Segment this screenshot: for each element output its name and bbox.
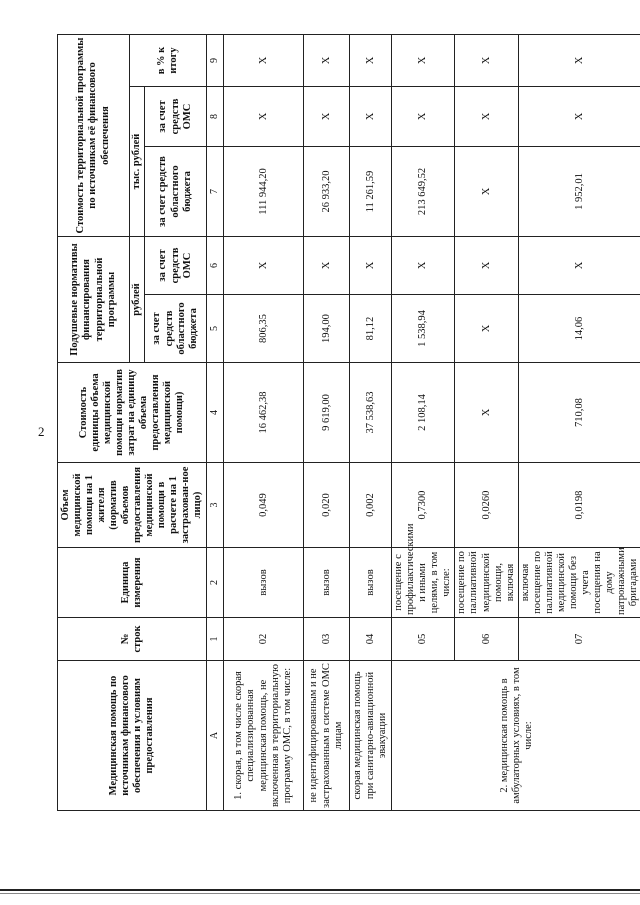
row-description: не идентифицированным и не застрахованным в системе ОМС лицам: [304, 661, 350, 811]
col-number: 9: [207, 34, 224, 86]
col-number: 2: [207, 548, 224, 618]
table-row: [350, 34, 392, 810]
row-percent: X: [455, 34, 518, 86]
col-number: 6: [207, 237, 224, 295]
row-unit-cost: 37 538,63: [350, 363, 392, 463]
row-pc-regional: X: [455, 295, 518, 363]
row-volume: 0,002: [350, 463, 392, 548]
row-volume: 0,0260: [455, 463, 518, 548]
row-pc-regional: 806,35: [224, 295, 304, 363]
row-pc-regional: 1 538,94: [392, 295, 455, 363]
table-row: [304, 34, 350, 810]
row-pc-regional: 194,00: [304, 295, 350, 363]
row-number: 03: [304, 618, 350, 661]
column-number-row: [207, 34, 224, 810]
row-pc-regional: 81,12: [350, 295, 392, 363]
header-per-capita-unit: рублей: [130, 237, 145, 363]
row-unit-cost: X: [455, 363, 518, 463]
row-unit: посещение с профилактическими и иными целями, в том числе:: [392, 548, 455, 618]
header-total-cost: Стоимость территориальной программы по источникам её финансового обеспечения: [58, 34, 130, 236]
row-total-regional: 26 933,20: [304, 147, 350, 237]
col-number: 5: [207, 295, 224, 363]
row-unit-cost: 16 462,38: [224, 363, 304, 463]
row-description: скорая медицинская помощь при санитарно-авиационной эвакуации: [350, 661, 392, 811]
row-percent: X: [304, 34, 350, 86]
header-total-regional: за счет средств областного бюджета: [145, 147, 207, 237]
header-unit: Единица измерения: [58, 548, 207, 618]
row-pc-regional: 14,06: [518, 295, 640, 363]
col-number: А: [207, 661, 224, 811]
header-total-oms: за счет средств ОМС: [145, 87, 207, 147]
header-pc-regional: за счет средств областного бюджета: [145, 295, 207, 363]
row-volume: 0,0198: [518, 463, 640, 548]
bottom-scan-edge: [0, 889, 640, 891]
row-pc-oms: X: [455, 237, 518, 295]
row-total-regional: 11 261,59: [350, 147, 392, 237]
row-total-oms: X: [518, 87, 640, 147]
header-unit-cost: Стоимость единицы объема медицинской помощи норматив затрат на единицу объема предоставления медицинской помощи): [58, 363, 207, 463]
col-number: 1: [207, 618, 224, 661]
header-row-number: № строк: [58, 618, 207, 661]
row-volume: 0,020: [304, 463, 350, 548]
row-unit: включая посещение по паллиативной медицинской помощи без учета посещения на дому патронажными бригадами: [518, 548, 640, 618]
header-total-unit: тыс. рублей: [130, 87, 145, 237]
header-pc-oms: за счет средств ОМС: [145, 237, 207, 295]
row-pc-oms: X: [304, 237, 350, 295]
row-total-oms: X: [392, 87, 455, 147]
row-percent: X: [224, 34, 304, 86]
header-percent: в % к итогу: [130, 34, 207, 86]
row-number: 05: [392, 618, 455, 661]
row-percent: X: [518, 34, 640, 86]
row-pc-oms: X: [224, 237, 304, 295]
row-total-oms: X: [224, 87, 304, 147]
table-row: [224, 34, 304, 810]
row-pc-oms: X: [350, 237, 392, 295]
header-per-capita: Подушевые нормативы финансирования территориальной программы: [58, 237, 130, 363]
row-pc-oms: X: [518, 237, 640, 295]
row-unit: вызов: [224, 548, 304, 618]
row-unit-cost: 2 108,14: [392, 363, 455, 463]
header-col-a: Медицинская помощь по источникам финансового обеспечения и условиям предоставления: [58, 661, 207, 811]
col-number: 4: [207, 363, 224, 463]
row-total-regional: 1 952,01: [518, 147, 640, 237]
row-number: 04: [350, 618, 392, 661]
row-unit: вызов: [350, 548, 392, 618]
row-total-oms: X: [304, 87, 350, 147]
rotated-table-wrapper: [57, 35, 640, 811]
row-percent: X: [350, 34, 392, 86]
page-number: 2: [38, 424, 45, 439]
row-description: 1. скорая, в том числе скорая специализированная медицинская помощь, не включенная в территориальную программу ОМС, в том числе:: [224, 661, 304, 811]
row-total-regional: X: [455, 147, 518, 237]
row-number: 06: [455, 618, 518, 661]
row-number: 07: [518, 618, 640, 661]
row-unit: вызов: [304, 548, 350, 618]
row-volume: 0,7300: [392, 463, 455, 548]
row-total-oms: X: [455, 87, 518, 147]
row-total-regional: 111 944,20: [224, 147, 304, 237]
row-unit-cost: 710,08: [518, 363, 640, 463]
row-volume: 0,049: [224, 463, 304, 548]
header-volume: Объем медицинской помощи на 1 жителя (норматив объемов предоставления медицинской помощи в расчете на 1 застрахован-ное лицо): [58, 463, 207, 548]
financing-table: [57, 34, 640, 811]
row-unit: посещение по паллиативной медицинской помощи, включая: [455, 548, 518, 618]
col-number: 8: [207, 87, 224, 147]
row-total-regional: 213 649,52: [392, 147, 455, 237]
row-pc-oms: X: [392, 237, 455, 295]
row-unit-cost: 9 619,00: [304, 363, 350, 463]
row-total-oms: X: [350, 87, 392, 147]
table-row: [392, 34, 455, 810]
row-number: 02: [224, 618, 304, 661]
row-description: 2. медицинская помощь в амбулаторных условиях, в том числе:: [392, 661, 640, 811]
bottom-scan-edge-secondary: [0, 893, 640, 894]
col-number: 3: [207, 463, 224, 548]
row-percent: X: [392, 34, 455, 86]
col-number: 7: [207, 147, 224, 237]
